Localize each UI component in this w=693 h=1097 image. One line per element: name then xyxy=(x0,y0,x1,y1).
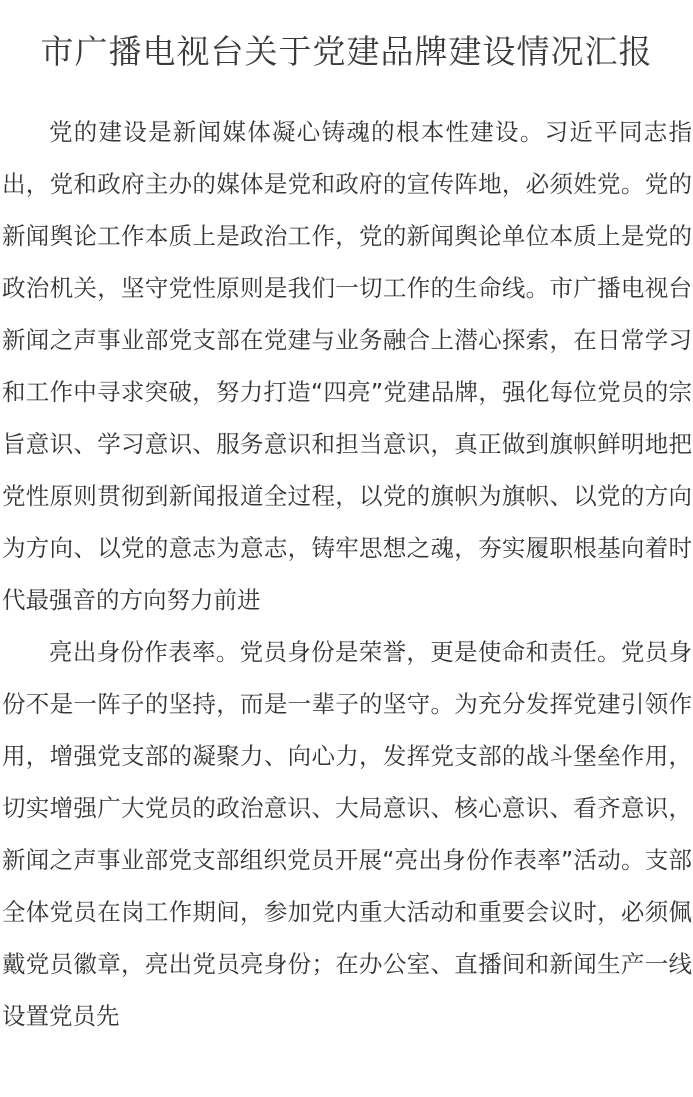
article-paragraph-party-building: 党的建设是新闻媒体凝心铸魂的根本性建设。习近平同志指出，党和政府主办的媒体是党和政府的宣传阵地，必须姓党。党的新闻舆论工作本质上是政治工作，党的新闻舆论单位本质上是党的政治机关，坚守党性原则是我们一切工作的生命线。市广播电视台新闻之声事业部党支部在党建与业务融合上潜心探索，在日常学习和工作中寻求突破，努力打造“四亮”党建品牌，强化每位党员的宗旨意识、学习意识、服务意识和担当意识，真正做到旗帜鲜明地把党性原则贯彻到新闻报道全过程，以党的旗帜为旗帜、以党的方向为方向、以党的意志为意志，铸牢思想之魂，夯实履职根基向着时代最强音的方向努力前进 xyxy=(2,118,692,614)
article-paragraph-show-identity: 亮出身份作表率。党员身份是荣誉，更是使命和责任。党员身份不是一阵子的坚持，而是一辈子的坚守。为充分发挥党建引领作用，增强党支部的凝聚力、向心力，发挥党支部的战斗堡垒作用，切实增强广大党员的政治意识、大局意识、核心意识、看齐意识，新闻之声事业部党支部组织党员开展“亮出身份作表率”活动。支部全体党员在岗工作期间，参加党内重大活动和重要会议时，必须佩戴党员徽章，亮出党员亮身份；在办公室、直播间和新闻生产一线设置党员先 xyxy=(2,638,692,1030)
page-title: 市广播电视台关于党建品牌建设情况汇报 xyxy=(40,32,653,71)
article-body xyxy=(2,106,692,1042)
